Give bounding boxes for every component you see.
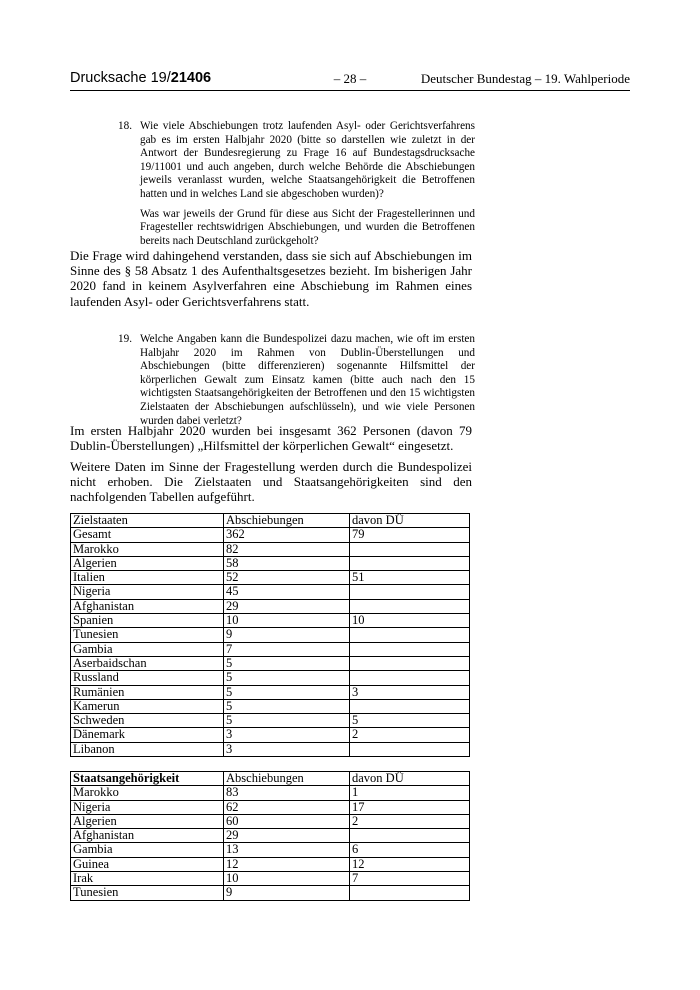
table-row [71, 685, 470, 699]
question-followup: Was war jeweils der Grund für diese aus Sicht der Fragestellerinnen und Fragesteller rechtswidrigen Abschiebungen, und wurden die Betroffenen bereits nach Deutschland zurückgeholt? [140, 207, 475, 247]
table-cell: 5 [224, 671, 350, 685]
table-row [71, 585, 470, 599]
table-cell: 60 [224, 814, 350, 828]
question-19 [118, 333, 475, 428]
table-cell: 52 [224, 571, 350, 585]
column-header: Abschiebungen [224, 772, 350, 786]
table-cell: Italien [71, 571, 224, 585]
table-row [71, 528, 470, 542]
table-row [71, 571, 470, 585]
table-cell: Nigeria [71, 800, 224, 814]
table-cell: Rumänien [71, 685, 224, 699]
table-cell [350, 742, 470, 756]
table-cell: Schweden [71, 714, 224, 728]
table-cell: Spanien [71, 614, 224, 628]
table-cell: 7 [350, 872, 470, 886]
table-cell [350, 699, 470, 713]
table-cell: Russland [71, 671, 224, 685]
table-cell [350, 642, 470, 656]
question-text: Wie viele Abschiebungen trotz laufenden Asyl- oder Gerichtsverfahrens gab es im ersten Halbjahr 2020 (bitte so darstellen wie zuletzt in der Antwort der Bundesregierung zu Frage 16 auf Bundestagsdrucksache 19/11001 und auch angeben, durch welche Behörde die Abschiebungen jeweils veranlasst wurden, welche Staatsangehörigkeit die Betroffenen hatten und in welches Land sie abgeschoben wurden)? [140, 120, 475, 200]
table-row [71, 614, 470, 628]
column-header: Staatsangehörigkeit [71, 772, 224, 786]
table-cell: 3 [224, 728, 350, 742]
table-cell: 58 [224, 556, 350, 570]
table-cell: 5 [224, 685, 350, 699]
table-cell: 7 [224, 642, 350, 656]
table-cell: Libanon [71, 742, 224, 756]
table-cell [350, 628, 470, 642]
table-cell [350, 599, 470, 613]
table-cell: 5 [224, 714, 350, 728]
table-cell: 5 [224, 656, 350, 670]
table-cell: Aserbaidschan [71, 656, 224, 670]
table-cell: 10 [224, 872, 350, 886]
table-cell: 12 [224, 857, 350, 871]
question-text: Welche Angaben kann die Bundespolizei dazu machen, wie oft im ersten Halbjahr 2020 im Rahmen von Dublin-Überstellungen und Abschiebungen (bitte differenzieren) sogenannte Hilfsmittel der körperlichen Gewalt zum Einsatz kamen (bitte auch nach den 15 wichtigsten Staatsangehörigkeiten der Betroffenen und den 15 wichtigsten Zielstaaten der Abschiebungen aufschlüsseln), und wie viele Personen wurden dabei verletzt? [140, 333, 475, 427]
table-row [71, 872, 470, 886]
table-cell: Algerien [71, 556, 224, 570]
table-cell: 29 [224, 599, 350, 613]
column-header: davon DÜ [350, 772, 470, 786]
table-row [71, 843, 470, 857]
answer-18: Die Frage wird dahingehend verstanden, dass sie sich auf Abschiebungen im Sinne des § 58 Absatz 1 des Aufenthaltsgesetzes bezieht. Im bisherigen Jahr 2020 fand in keinem Asylverfahren eine Abschiebung im Rahmen eines laufenden Asyl- oder Gerichtsverfahrens statt. [70, 248, 472, 309]
table-row [71, 671, 470, 685]
table-cell [350, 556, 470, 570]
table-cell: 12 [350, 857, 470, 871]
column-header: davon DÜ [350, 514, 470, 528]
table-cell: Tunesien [71, 628, 224, 642]
table-cell: 6 [350, 843, 470, 857]
table-cell: 45 [224, 585, 350, 599]
table-cell: Marokko [71, 542, 224, 556]
table-row [71, 742, 470, 756]
table-cell: 9 [224, 628, 350, 642]
table-header-row [71, 772, 470, 786]
question-18 [118, 120, 475, 248]
table-staatsangehoerigkeit [70, 771, 470, 901]
table-cell: 2 [350, 814, 470, 828]
table-cell: 79 [350, 528, 470, 542]
table-cell: 13 [224, 843, 350, 857]
table-row [71, 656, 470, 670]
table-cell: Gesamt [71, 528, 224, 542]
table-row [71, 728, 470, 742]
table-row [71, 814, 470, 828]
table-cell: 51 [350, 571, 470, 585]
table-header-row [71, 514, 470, 528]
table-row [71, 829, 470, 843]
table-cell: Afghanistan [71, 829, 224, 843]
table-cell: 5 [350, 714, 470, 728]
table-row [71, 886, 470, 900]
table-cell: Afghanistan [71, 599, 224, 613]
table-row [71, 800, 470, 814]
table-cell: Marokko [71, 786, 224, 800]
table-cell: 2 [350, 728, 470, 742]
table-cell: Guinea [71, 857, 224, 871]
table-cell [350, 656, 470, 670]
table-cell [350, 829, 470, 843]
table-row [71, 628, 470, 642]
document-number: 21406 [170, 70, 212, 86]
question-number: 18. [118, 120, 132, 132]
table-cell [350, 671, 470, 685]
table-cell: 9 [224, 886, 350, 900]
table-cell: 1 [350, 786, 470, 800]
table-row [71, 857, 470, 871]
table-row [71, 699, 470, 713]
document-label: Drucksache 19/ [70, 70, 171, 86]
table-cell: Kamerun [71, 699, 224, 713]
table-cell: Algerien [71, 814, 224, 828]
table-cell: 29 [224, 829, 350, 843]
table-cell: Tunesien [71, 886, 224, 900]
table-cell: Gambia [71, 843, 224, 857]
table-cell [350, 542, 470, 556]
answer-19-paragraph-2: Weitere Daten im Sinne der Fragestellung werden durch die Bundespolizei nicht erhoben. Die Zielstaaten und Staatsangehörigkeiten sind den nachfolgenden Tabellen aufgeführt. [70, 459, 472, 505]
table-cell: Irak [71, 872, 224, 886]
page-number: – 28 – [333, 71, 367, 86]
page-header [70, 68, 630, 91]
column-header: Abschiebungen [224, 514, 350, 528]
table-cell [350, 886, 470, 900]
table-cell: Gambia [71, 642, 224, 656]
table-row [71, 556, 470, 570]
table-cell: 82 [224, 542, 350, 556]
table-cell: 10 [224, 614, 350, 628]
table-cell: 17 [350, 800, 470, 814]
table-cell: 3 [224, 742, 350, 756]
table-row [71, 599, 470, 613]
table-row [71, 642, 470, 656]
table-cell: 3 [350, 685, 470, 699]
table-row [71, 786, 470, 800]
table-cell: Dänemark [71, 728, 224, 742]
table-cell: Nigeria [71, 585, 224, 599]
table-row [71, 714, 470, 728]
table-row [71, 542, 470, 556]
institution-label: Deutscher Bundestag – 19. Wahlperiode [420, 71, 630, 86]
question-number: 19. [118, 333, 132, 345]
table-cell: 62 [224, 800, 350, 814]
table-cell: 5 [224, 699, 350, 713]
table-cell: 83 [224, 786, 350, 800]
table-zielstaaten [70, 513, 470, 757]
table-cell [350, 585, 470, 599]
answer-19-paragraph-1: Im ersten Halbjahr 2020 wurden bei insgesamt 362 Personen (davon 79 Dublin-Überstellungen) „Hilfsmittel der körperlichen Gewalt“ eingesetzt. [70, 423, 472, 454]
table-cell: 10 [350, 614, 470, 628]
column-header: Zielstaaten [71, 514, 224, 528]
table-cell: 362 [224, 528, 350, 542]
